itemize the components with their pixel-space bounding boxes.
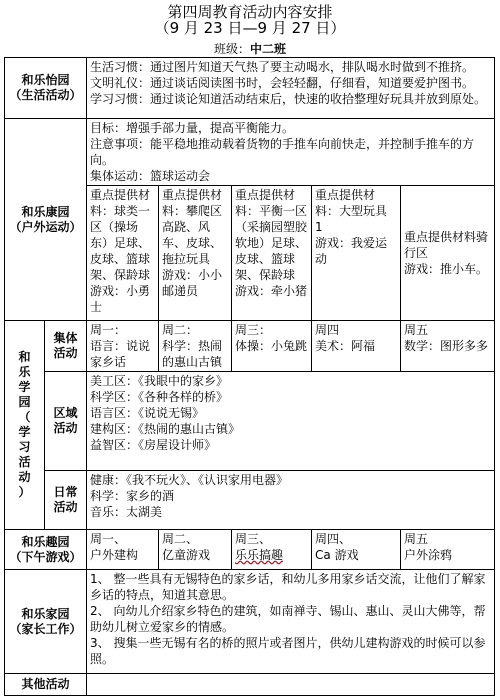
outdoor-col-3-materials: 重点提供材料：平衡一区（采摘园塑胶软地）足球、皮球、篮球架、保龄球	[235, 188, 308, 282]
afternoon-day-name: 周三、	[235, 532, 272, 546]
outdoor-col-2-items: 高跷、风车、皮球、拖拉玩具	[162, 220, 223, 266]
life-section-label	[5, 58, 87, 119]
group-day-fri	[401, 321, 495, 372]
group-day-thu	[312, 321, 401, 372]
home-section-label	[5, 570, 87, 674]
outdoor-notes: 注意事项：能平稳地推动载着货物的手推车向前快走，并控制手推车的方向。	[90, 137, 475, 167]
outdoor-col-1-materials: 重点提供材料：球类一区（操场东）足球、皮球、篮球架、保龄球	[90, 188, 151, 282]
afternoon-day-game: 乐乐搞趣	[235, 548, 284, 562]
afternoon-day-tue	[159, 530, 232, 570]
outdoor-col-4-game: 游戏：我爱运动	[315, 236, 388, 266]
document-date-range: （9 月 23 日—9 月 27 日）	[154, 19, 346, 37]
study-section-char: 和	[18, 350, 31, 364]
study-daily-row	[5, 471, 495, 530]
life-section-subtitle: （生活活动）	[9, 88, 82, 102]
study-area-row	[5, 372, 495, 471]
life-line-3: 学习习惯：通过谈论知道活动结束后，快速的收拾整理好玩具并放到原处。	[90, 92, 487, 106]
afternoon-day-game: Ca 游戏	[315, 548, 359, 562]
outdoor-col-2-materials: 重点提供材料：攀爬区	[162, 188, 223, 218]
life-content	[87, 58, 495, 119]
group-day-mon	[87, 321, 159, 372]
daily-line: 科学：家乡的酒	[90, 489, 175, 503]
group-day-name: 周四	[315, 323, 340, 337]
daily-line: 音乐：太湖美	[90, 505, 163, 519]
outdoor-info-row	[5, 119, 495, 186]
area-line: 科学区：《各种各样的桥》	[90, 390, 229, 404]
outdoor-section-label	[5, 119, 87, 321]
study-section-char: 习	[18, 440, 31, 454]
outdoor-col-2-game: 游戏：小小邮递员	[162, 268, 223, 298]
group-day-activity: 语言：说说家乡话	[90, 339, 151, 369]
schedule-table	[4, 57, 495, 696]
afternoon-day-name: 周四、	[315, 532, 352, 546]
study-section-char: 学	[18, 380, 31, 394]
afternoon-day-name: 周一、	[90, 532, 127, 546]
home-line: 3、 搜集一些无锡有名的桥的照片或者图片，供幼儿建构游戏的时候可以参照。	[90, 636, 486, 666]
life-line-2: 文明礼仪：通过谈话阅读图书时，会轻轻翻，仔细看，知道要爱护图书。	[90, 76, 475, 90]
outdoor-col-4-materials: 重点提供材料：大型玩具 1	[315, 188, 388, 234]
afternoon-section-label	[5, 530, 87, 570]
life-row	[5, 58, 495, 119]
group-day-activity: 科学：热闹的惠山古镇	[162, 339, 223, 369]
class-value: 中二班	[250, 42, 287, 56]
other-section-label: 其他活动	[5, 674, 87, 696]
outdoor-col-1	[87, 186, 159, 321]
afternoon-day-game: 户外涂鸦	[404, 548, 453, 562]
afternoon-day-fri	[401, 530, 495, 570]
outdoor-section-title: 和乐康园	[21, 204, 70, 219]
outdoor-col-5-game: 游戏：推小车。	[404, 262, 489, 276]
group-day-activity: 体操：小兔跳	[235, 339, 308, 353]
study-section-char: 学	[18, 425, 31, 439]
home-row	[5, 570, 495, 674]
study-section-char: （	[18, 410, 31, 424]
outdoor-col-4	[312, 186, 401, 321]
afternoon-day-mon	[87, 530, 159, 570]
area-activity-content	[87, 372, 495, 471]
study-section-char: ）	[18, 485, 31, 499]
afternoon-section-subtitle: （下午游戏）	[9, 549, 82, 564]
outdoor-col-5	[401, 186, 495, 321]
afternoon-day-wed	[232, 530, 312, 570]
other-content	[87, 674, 495, 696]
home-line: 2、 向幼儿介绍家乡特色的建筑，如南禅寺、锡山、惠山、灵山大佛等，帮助幼儿树立爱家乡的情感。	[90, 604, 486, 634]
outdoor-goal: 目标：增强手部力量，提高平衡能力。	[90, 121, 295, 135]
outdoor-col-1-game: 游戏：小勇士	[90, 284, 151, 314]
area-activity-label: 区域活动	[45, 372, 87, 471]
area-line: 语言区：《说说无锡》	[90, 406, 205, 420]
outdoor-col-3-game: 游戏：牵小猪	[235, 284, 308, 298]
afternoon-day-thu	[312, 530, 401, 570]
group-activity-label: 集体活动	[45, 321, 87, 372]
afternoon-day-game: 户外建构	[90, 548, 139, 562]
other-row	[5, 674, 495, 696]
class-label: 班级：	[213, 42, 250, 56]
study-group-row	[5, 321, 495, 372]
document-title: 第四周教育活动内容安排	[167, 3, 333, 21]
group-day-activity: 美术：阿福	[315, 339, 376, 353]
study-section-char: 活	[18, 455, 31, 469]
group-day-name: 周五	[404, 323, 429, 337]
afternoon-day-game: 亿童游戏	[162, 548, 211, 562]
afternoon-section-title: 和乐趣园	[21, 534, 70, 549]
class-line	[0, 40, 500, 57]
outdoor-section-subtitle: （户外运动）	[9, 219, 82, 234]
home-line: 1、 整一些具有无锡特色的家乡话，和幼儿多用家乡话交流，让他们了解家乡话的特点，知道其意思。	[90, 572, 486, 602]
daily-activity-content	[87, 471, 495, 530]
area-line: 建构区：《热闹的惠山古镇》	[90, 422, 241, 436]
area-line: 美工区：《我眼中的家乡》	[90, 374, 229, 388]
home-section-title: 和乐家园	[21, 606, 70, 621]
outdoor-col-5-materials: 重点提供材料骑行区	[404, 230, 489, 260]
life-line-1: 生活习惯：通过图片知道天气热了要主动喝水，排队喝水时做到不推挤。	[90, 60, 475, 74]
group-day-wed	[232, 321, 312, 372]
life-section-title: 和乐怡园	[21, 73, 70, 87]
daily-line: 健康：《我不玩火》、《认识家用电器》	[90, 473, 289, 487]
group-day-activity: 数学：图形多多	[404, 339, 489, 353]
group-day-name: 周一：	[90, 323, 127, 337]
home-section-subtitle: （家长工作）	[9, 621, 82, 636]
outdoor-group-sport: 集体运动：篮球运动会	[90, 169, 211, 183]
group-day-name: 周二：	[162, 323, 199, 337]
home-content	[87, 570, 495, 674]
study-section-char: 园	[18, 395, 31, 409]
area-line: 益智区：《房屋设计师》	[90, 438, 217, 452]
study-section-label	[5, 321, 45, 530]
outdoor-info	[87, 119, 495, 186]
afternoon-day-name: 周五	[404, 532, 429, 546]
group-day-name: 周三：	[235, 323, 272, 337]
outdoor-col-3	[232, 186, 312, 321]
daily-activity-label: 日常活动	[45, 471, 87, 530]
afternoon-day-name: 周二、	[162, 532, 199, 546]
group-day-tue	[159, 321, 232, 372]
study-section-char: 乐	[18, 365, 31, 379]
study-section-char: 动	[18, 470, 31, 484]
outdoor-col-2	[159, 186, 232, 321]
afternoon-row	[5, 530, 495, 570]
